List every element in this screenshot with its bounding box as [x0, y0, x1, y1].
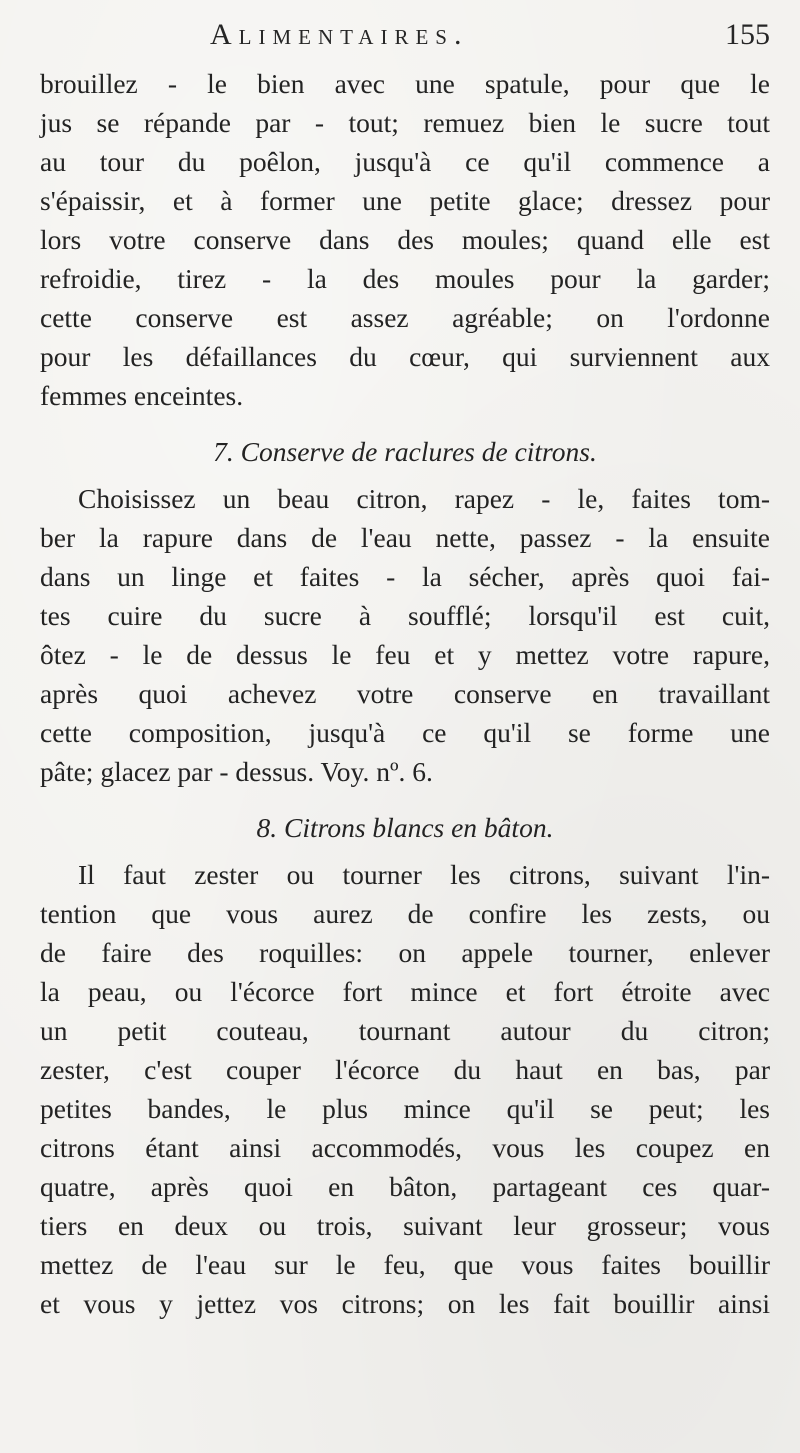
- section-heading-7: 7. Conserve de raclures de citrons.: [213, 436, 597, 467]
- text-line: cette composition, jusqu'à ce qu'il se forme une: [40, 717, 770, 748]
- text-line: ber la rapure dans de l'eau nette, passez - la ensuite: [40, 522, 770, 553]
- paragraph-continuation: [40, 64, 770, 415]
- text-line: pour les défaillances du cœur, qui surviennent aux: [40, 341, 770, 372]
- text-line: au tour du poêlon, jusqu'à ce qu'il commence a: [40, 146, 770, 177]
- text-line: s'épaissir, et à former une petite glace; dressez pour: [40, 185, 770, 216]
- page-number: 155: [725, 18, 770, 51]
- text-line: citrons étant ainsi accommodés, vous les coupez en: [40, 1132, 770, 1163]
- text-line: brouillez - le bien avec une spatule, pour que le: [40, 68, 770, 99]
- text-line: zester, c'est couper l'écorce du haut en bas, par: [40, 1054, 770, 1085]
- text-line: lors votre conserve dans des moules; quand elle est: [40, 224, 770, 255]
- text-line: tes cuire du sucre à soufflé; lorsqu'il est cuit,: [40, 600, 770, 631]
- text-line: de faire des roquilles: on appele tourner, enlever: [40, 937, 770, 968]
- text-line: dans un linge et faites - la sécher, après quoi fai-: [40, 561, 770, 592]
- text-line: et vous y jettez vos citrons; on les fait bouillir ainsi: [40, 1288, 770, 1319]
- text-line: jus se répande par - tout; remuez bien le sucre tout: [40, 107, 770, 138]
- running-head: Alimentaires.: [210, 18, 469, 51]
- text-line: cette conserve est assez agréable; on l'ordonne: [40, 302, 770, 333]
- text-line: Il faut zester ou tourner les citrons, suivant l'in-: [78, 859, 770, 890]
- paragraph-section-8: [40, 855, 770, 1323]
- text-line: refroidie, tirez - la des moules pour la garder;: [40, 263, 770, 294]
- text-line: après quoi achevez votre conserve en travaillant: [40, 678, 770, 709]
- text-line: un petit couteau, tournant autour du citron;: [40, 1015, 770, 1046]
- text-line: tiers en deux ou trois, suivant leur grosseur; vous: [40, 1210, 770, 1241]
- text-line: pâte; glacez par - dessus. Voy. nº. 6.: [40, 756, 433, 787]
- text-line: ôtez - le de dessus le feu et y mettez votre rapure,: [40, 639, 770, 670]
- text-line: petites bandes, le plus mince qu'il se peut; les: [40, 1093, 770, 1124]
- text-line: Choisissez un beau citron, rapez - le, faites tom-: [78, 483, 770, 514]
- page-header: [0, 18, 800, 58]
- section-heading-8: 8. Citrons blancs en bâton.: [256, 812, 554, 843]
- text-line: quatre, après quoi en bâton, partageant ces quar-: [40, 1171, 770, 1202]
- text-line: femmes enceintes.: [40, 380, 244, 411]
- paragraph-section-7: [40, 479, 770, 791]
- page-body: [40, 64, 770, 1323]
- text-line: la peau, ou l'écorce fort mince et fort étroite avec: [40, 976, 770, 1007]
- text-line: tention que vous aurez de confire les zests, ou: [40, 898, 770, 929]
- text-line: mettez de l'eau sur le feu, que vous faites bouillir: [40, 1249, 770, 1280]
